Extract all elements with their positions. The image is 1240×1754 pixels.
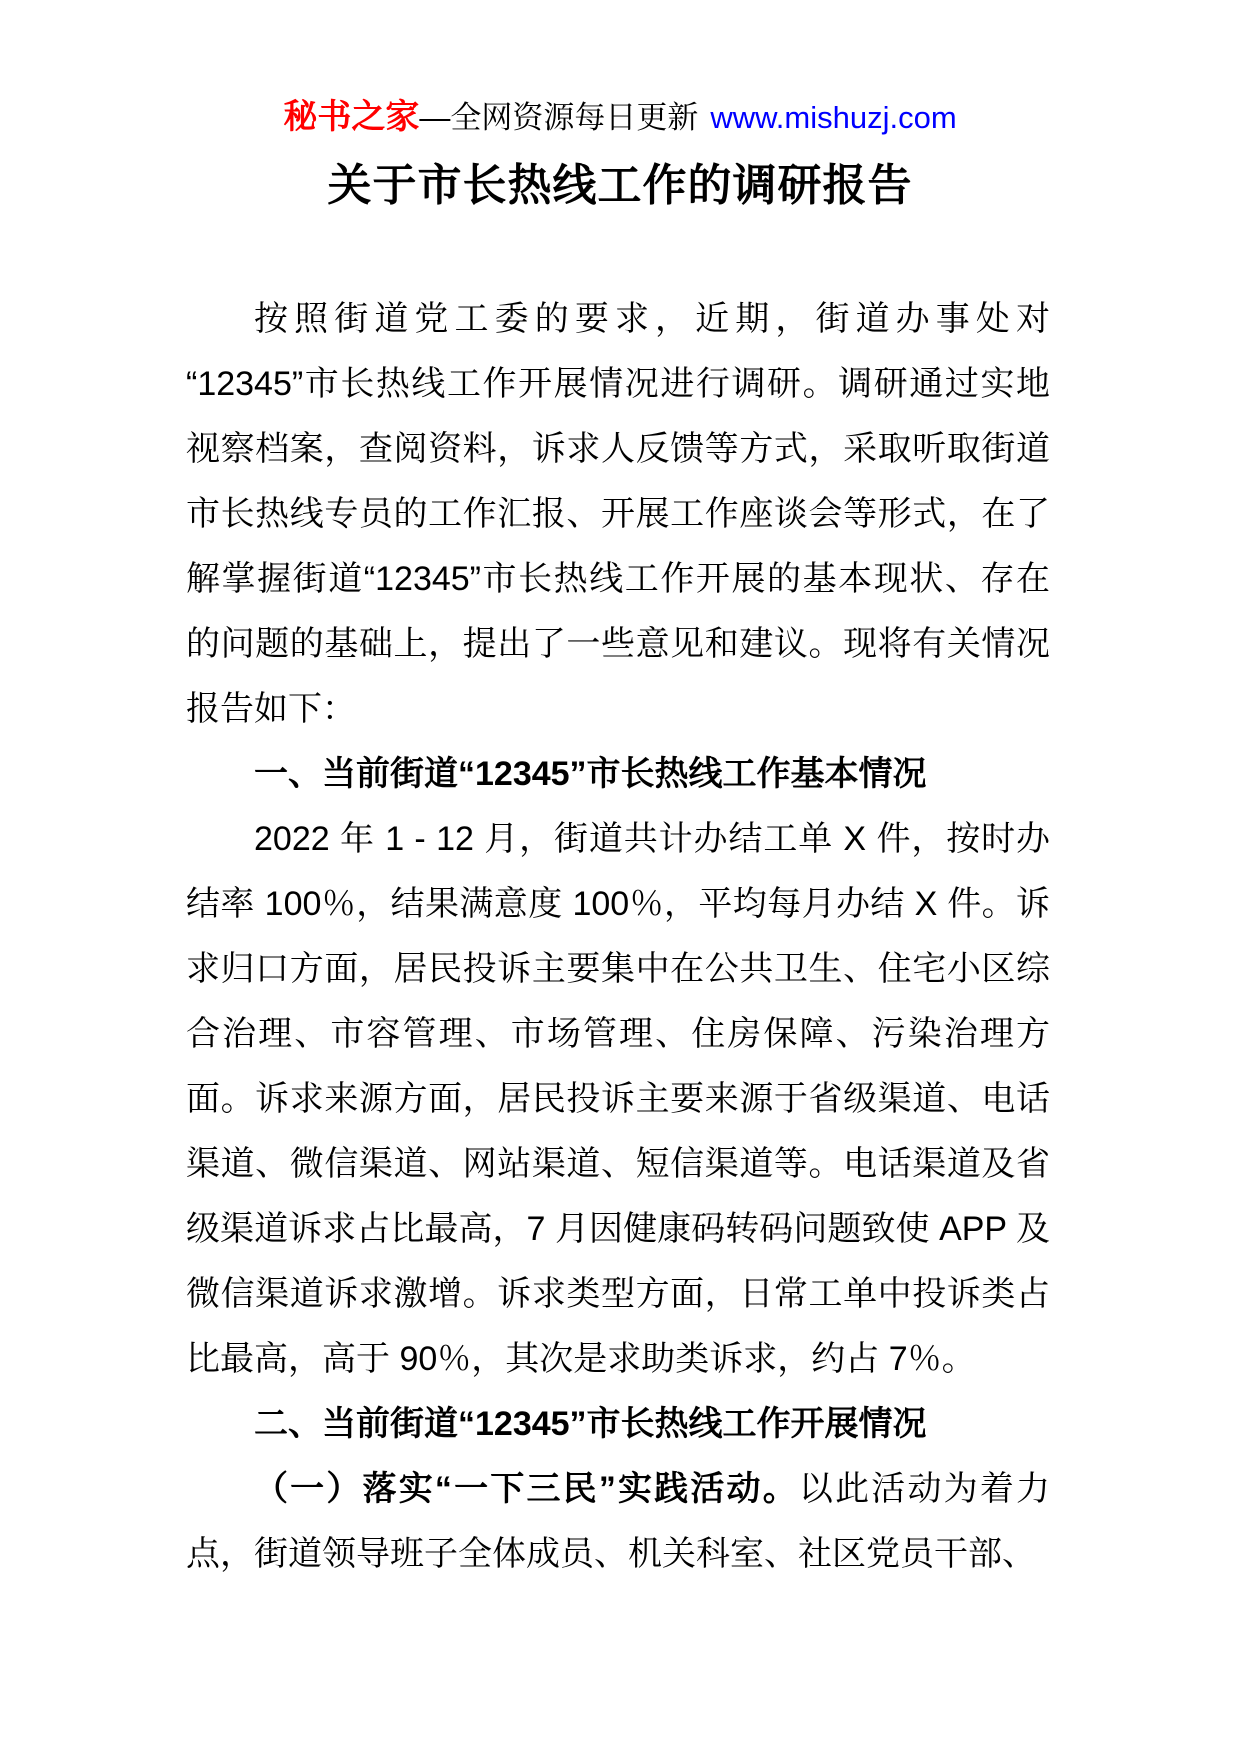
site-name: 秘书之家 xyxy=(283,98,420,136)
site-url-link[interactable]: www.mishuzj.com xyxy=(710,100,957,135)
site-tagline: 全网资源每日更新 xyxy=(450,100,699,135)
document-title: 关于市长热线工作的调研报告 xyxy=(327,161,913,210)
paragraph-section-1: 2022 年 1 - 12 月，街道共计办结工单 X 件，按时办结率 100％，结果满意度 100％，平均每月办结 X 件。诉求归口方面，居民投诉主要集中在公共卫生、住宅小区综合治理、市容管理、市场管理、住房保障、污染治理方面。诉求来源方面，居民投诉主要来源于省级渠道、电话渠道、微信渠道、网站渠道、短信渠道等。电话渠道及省级渠道诉求占比最高，7 月因健康码转码问题致使 APP 及微信渠道诉求激增。诉求类型方面，日常工单中投诉类占比最高，高于 90％，其次是求助类诉求，约占 7％。 xyxy=(186,820,1050,1378)
subsection-1-text: 以此活动为着力点，街道领导班子全体成员、机关科室、社区党员干部、 xyxy=(186,1470,1051,1573)
document-body xyxy=(186,287,1050,1587)
paragraph-intro: 按照街道党工委的要求，近期，街道办事处对“12345”市长热线工作开展情况进行调研。调研通过实地视察档案，查阅资料，诉求人反馈等方式，采取听取街道市长热线专员的工作汇报、开展工作座谈会等形式，在了解掌握街道“12345”市长热线工作开展的基本现状、存在的问题的基础上，提出了一些意见和建议。现将有关情况报告如下： xyxy=(186,300,1050,728)
subsection-1-heading: （一）落实“一下三民”实践活动。 xyxy=(254,1470,799,1508)
section-heading-2: 二、当前街道“12345”市长热线工作开展情况 xyxy=(254,1405,927,1443)
header-dash: — xyxy=(419,100,451,135)
section-heading-1: 一、当前街道“12345”市长热线工作基本情况 xyxy=(254,755,927,793)
site-header xyxy=(0,96,1240,139)
paragraph-subsection-1 xyxy=(186,1457,1050,1587)
